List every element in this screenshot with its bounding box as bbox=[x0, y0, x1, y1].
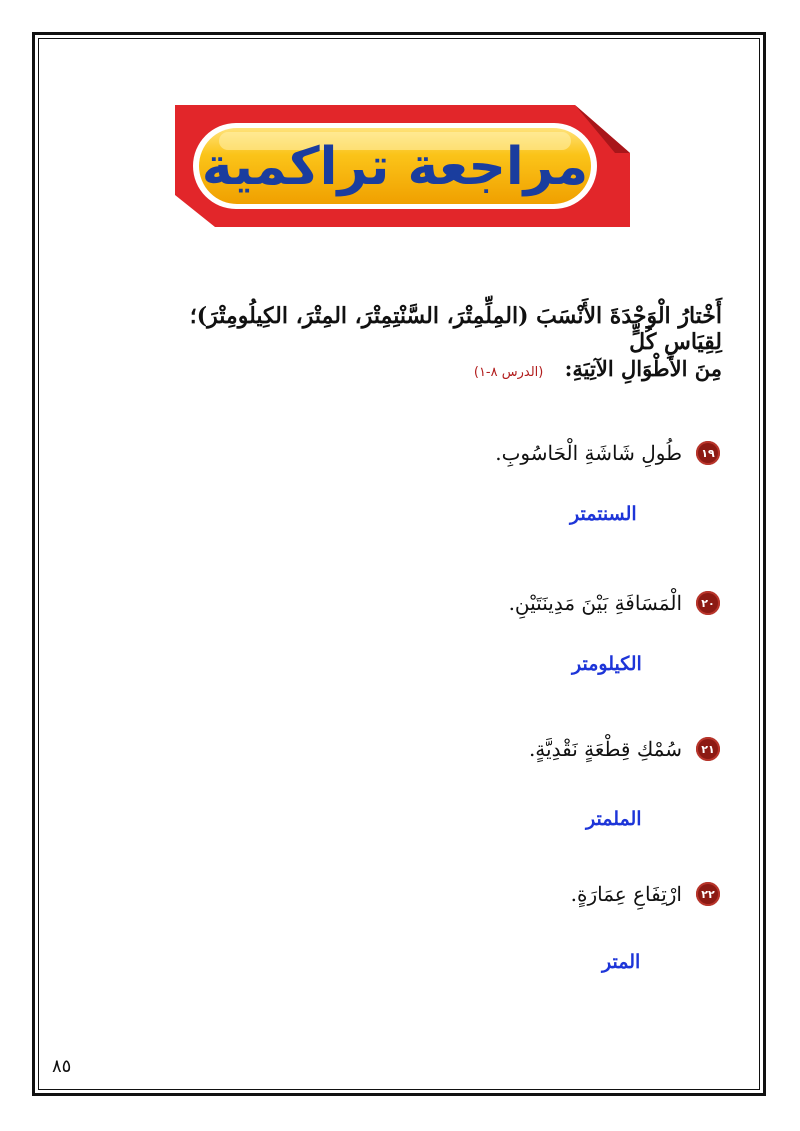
banner-title: مراجعة تراكمية bbox=[201, 137, 589, 197]
question-text: سُمْكِ قِطْعَةٍ نَقْدِيَّةٍ. bbox=[528, 737, 682, 761]
question-number-badge: ١٩ bbox=[696, 441, 720, 465]
section-banner bbox=[175, 105, 635, 230]
answer-22: المتر bbox=[602, 952, 641, 973]
answer-20: الكيلومتر bbox=[572, 654, 642, 675]
question-text: ارْتِفَاعِ عِمَارَةٍ. bbox=[570, 882, 682, 906]
question-number-badge: ٢٢ bbox=[696, 882, 720, 906]
instruction-line-1: أَخْتارُ الْوَحْدَةَ الأَنْسَبَ (المِلِّمِتْرَ، السَّنْتِمِتْرَ، المِتْرَ، الكِيلُومِتْرَ)؛ لِقِيَاسِ كُلٍّ bbox=[189, 303, 722, 355]
question-22 bbox=[571, 882, 720, 906]
question-21 bbox=[529, 737, 720, 761]
instruction-line-2 bbox=[162, 356, 722, 381]
answer-19: السنتمتر bbox=[570, 504, 637, 525]
question-number-badge: ٢٠ bbox=[696, 591, 720, 615]
page-number: ٨٥ bbox=[52, 1056, 72, 1077]
question-number-badge: ٢١ bbox=[696, 737, 720, 761]
question-text: الْمَسَافَةِ بَيْنَ مَدِينَتَيْنِ. bbox=[508, 591, 682, 615]
question-20 bbox=[509, 591, 720, 615]
question-text: طُولِ شَاشَةِ الْحَاسُوبِ. bbox=[495, 441, 682, 465]
answer-21: الملمتر bbox=[586, 809, 642, 830]
question-19 bbox=[495, 441, 720, 465]
lesson-reference: (الدرس ٨-١) bbox=[473, 365, 544, 380]
instruction-text: مِنَ الأَطْوَالِ الآتِيَةِ: bbox=[564, 356, 722, 381]
